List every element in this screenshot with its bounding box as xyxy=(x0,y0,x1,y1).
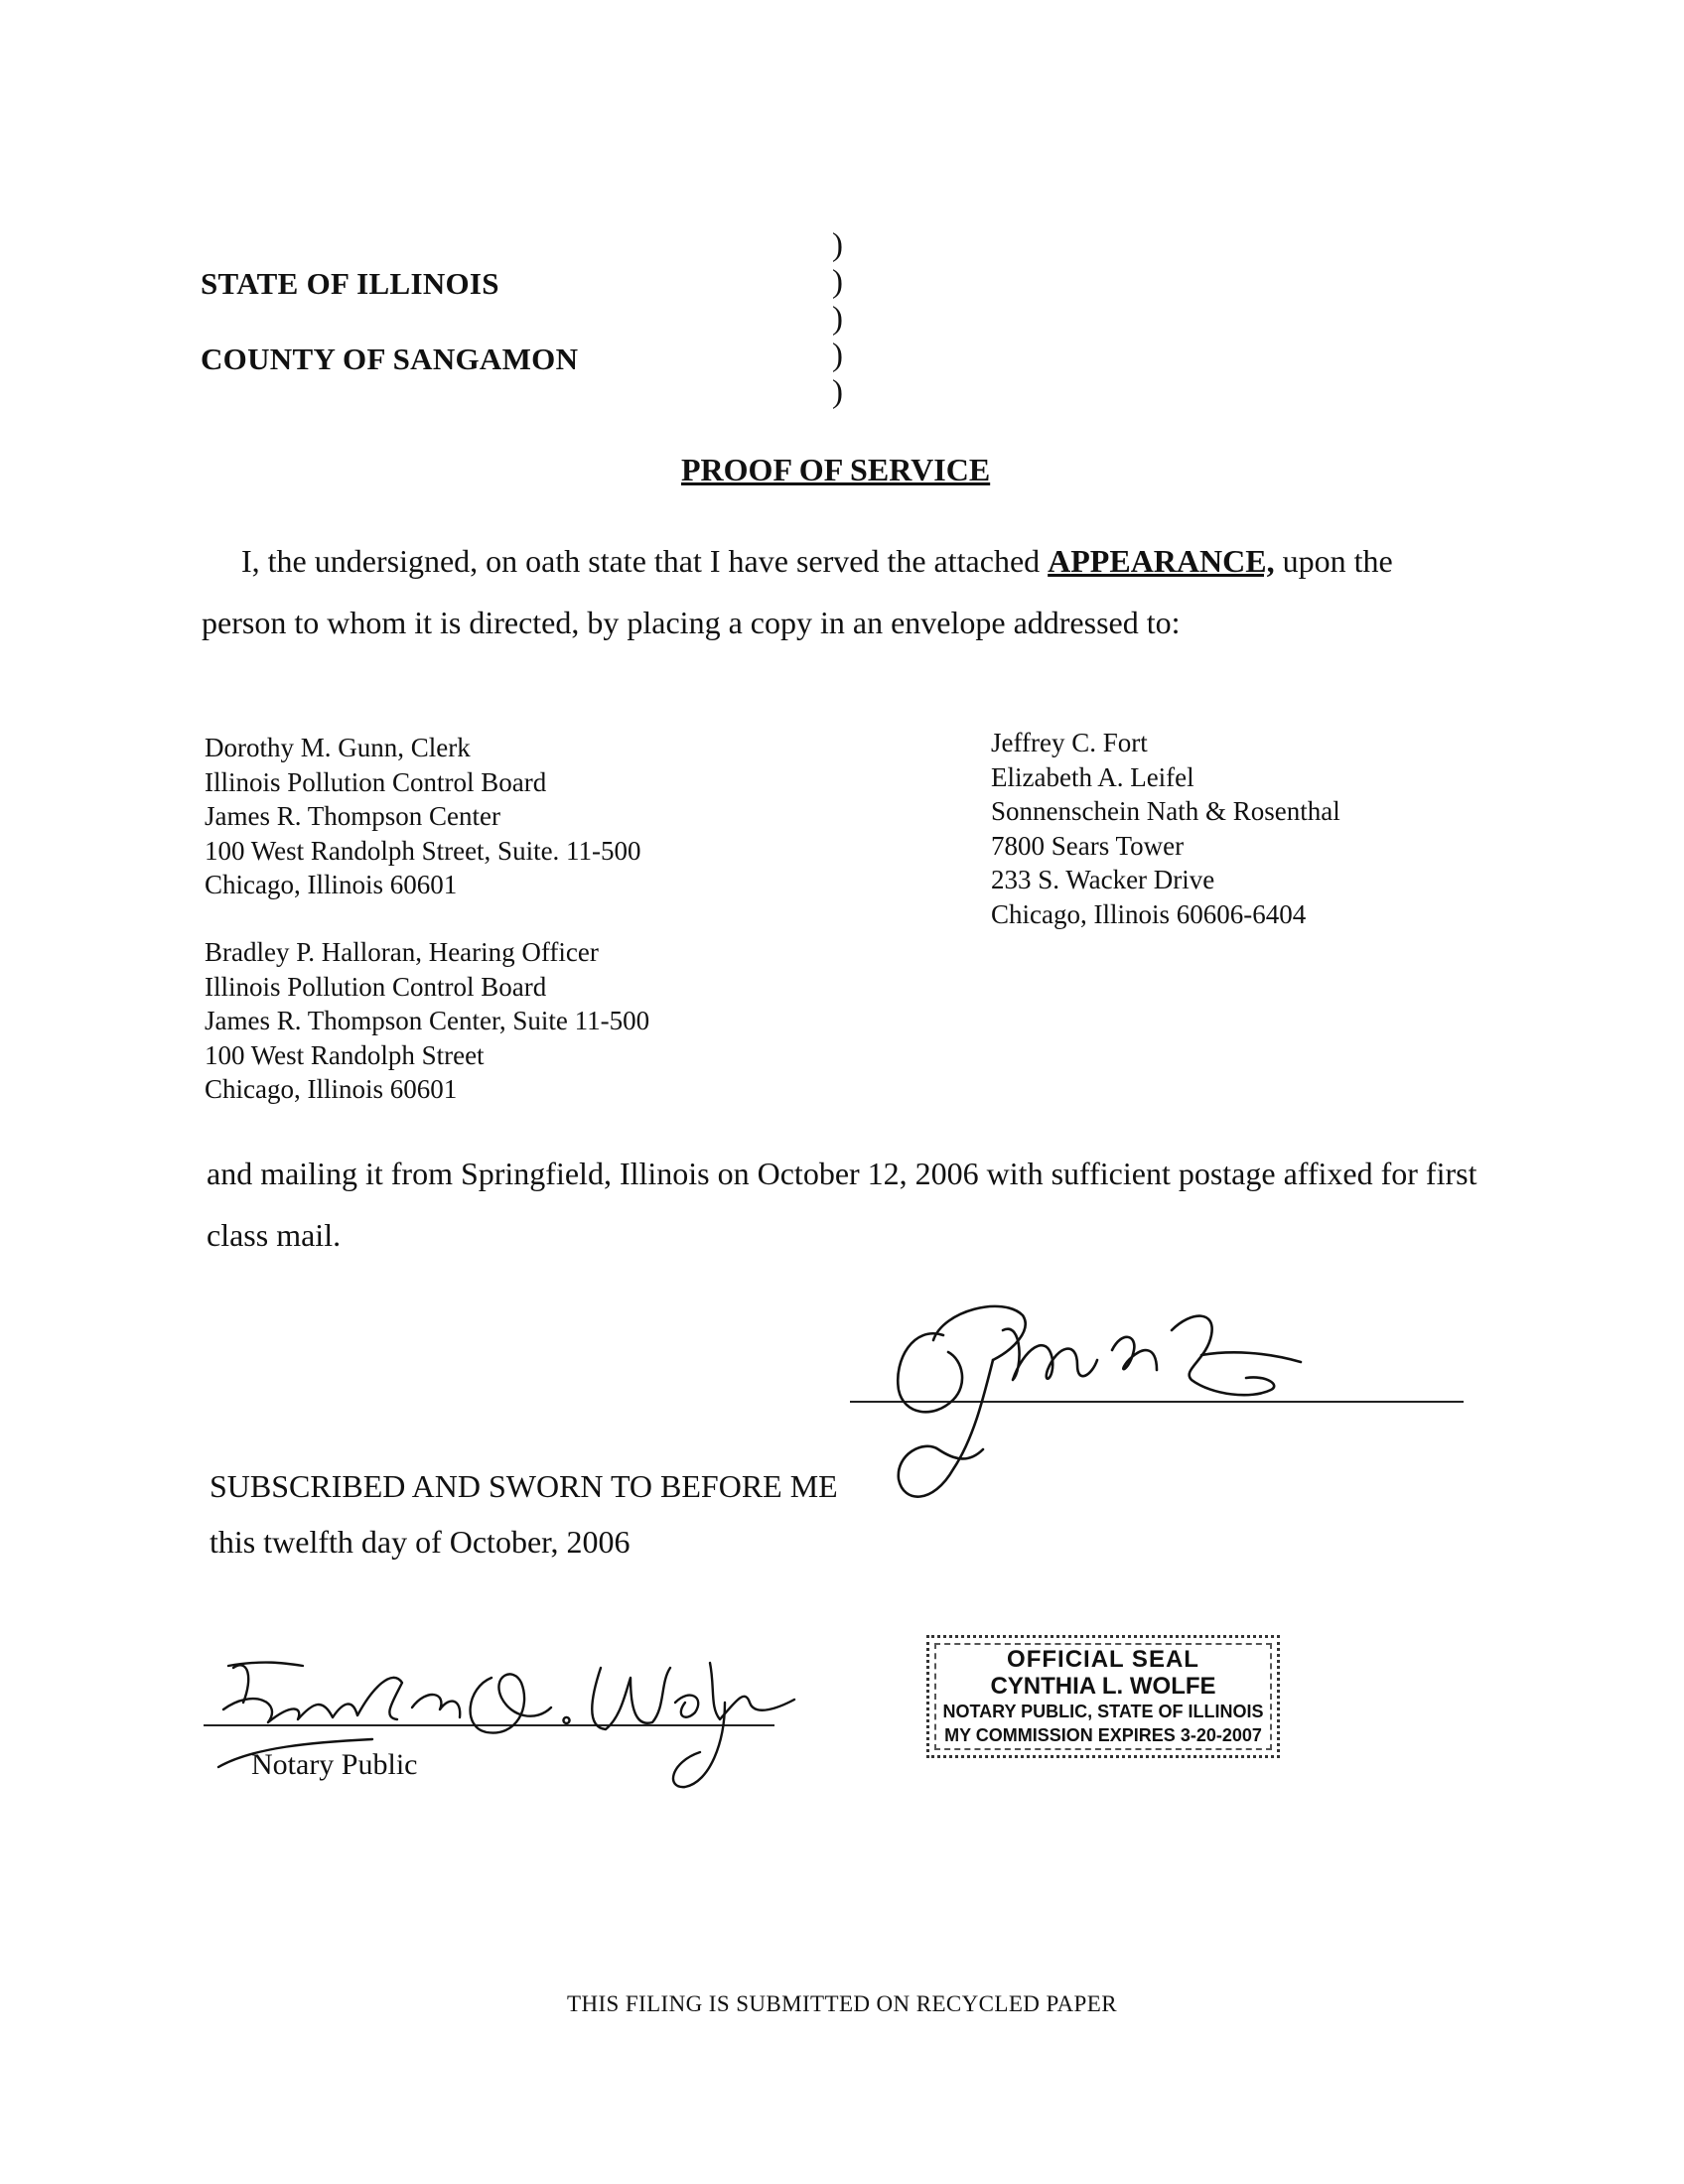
notary-signature xyxy=(194,1648,829,1817)
intro-paragraph xyxy=(202,530,1463,653)
served-document-name: APPEARANCE, xyxy=(1048,543,1275,579)
address-line: Sonnenschein Nath & Rosenthal xyxy=(991,796,1340,826)
address-line: 100 West Randolph Street, Suite. 11-500 xyxy=(205,835,641,866)
address-line: 7800 Sears Tower xyxy=(991,830,1185,861)
intro-text-after: upon the person to whom it is directed, by placing a copy in an envelope addressed to: xyxy=(202,543,1393,640)
seal-commission-expiry: MY COMMISSION EXPIRES 3-20-2007 xyxy=(944,1725,1262,1745)
caption-bracket: ) xyxy=(832,227,843,263)
address-line: James R. Thompson Center xyxy=(205,801,500,831)
address-line: Chicago, Illinois 60601 xyxy=(205,870,458,899)
address-line: Dorothy M. Gunn, Clerk xyxy=(205,733,471,762)
address-line: Bradley P. Halloran, Hearing Officer xyxy=(205,937,599,967)
caption-brackets xyxy=(832,227,843,411)
mailing-paragraph: and mailing it from Springfield, Illinois on October 12, 2006 with sufficient postage affixed for first class mail. xyxy=(207,1156,1477,1253)
notary-public-label: Notary Public xyxy=(251,1748,418,1781)
document-title: PROOF OF SERVICE xyxy=(681,452,991,487)
caption-bracket: ) xyxy=(832,338,843,373)
notary-seal xyxy=(926,1635,1280,1758)
seal-title: OFFICIAL SEAL xyxy=(1007,1646,1199,1673)
seal-notary-name: CYNTHIA L. WOLFE xyxy=(990,1673,1216,1700)
address-block xyxy=(205,935,649,1107)
recycled-paper-footer: THIS FILING IS SUBMITTED ON RECYCLED PAPER xyxy=(567,1991,1117,2016)
caption-state: STATE OF ILLINOIS xyxy=(201,266,499,301)
address-block xyxy=(205,731,641,902)
address-line: Illinois Pollution Control Board xyxy=(205,766,547,797)
affiant-signature xyxy=(874,1291,1350,1519)
caption-bracket: ) xyxy=(832,301,843,337)
address-line: Chicago, Illinois 60601 xyxy=(205,1074,458,1104)
sworn-statement: SUBSCRIBED AND SWORN TO BEFORE ME xyxy=(210,1468,838,1504)
seal-notary-state: NOTARY PUBLIC, STATE OF ILLINOIS xyxy=(942,1702,1264,1721)
address-line: 233 S. Wacker Drive xyxy=(991,865,1215,894)
caption-bracket: ) xyxy=(832,264,843,300)
sworn-date: this twelfth day of October, 2006 xyxy=(210,1524,631,1560)
intro-text-before: I, the undersigned, on oath state that I have served the attached xyxy=(241,543,1049,579)
address-line: Chicago, Illinois 60606-6404 xyxy=(991,898,1307,929)
address-block xyxy=(991,726,1340,931)
address-line: Jeffrey C. Fort xyxy=(991,728,1148,757)
address-line: 100 West Randolph Street xyxy=(205,1039,485,1070)
address-line: Illinois Pollution Control Board xyxy=(205,971,547,1002)
address-line: James R. Thompson Center, Suite 11-500 xyxy=(205,1006,650,1035)
caption-bracket: ) xyxy=(832,374,843,410)
address-line: Elizabeth A. Leifel xyxy=(991,761,1194,792)
caption-county: COUNTY OF SANGAMON xyxy=(201,341,579,376)
